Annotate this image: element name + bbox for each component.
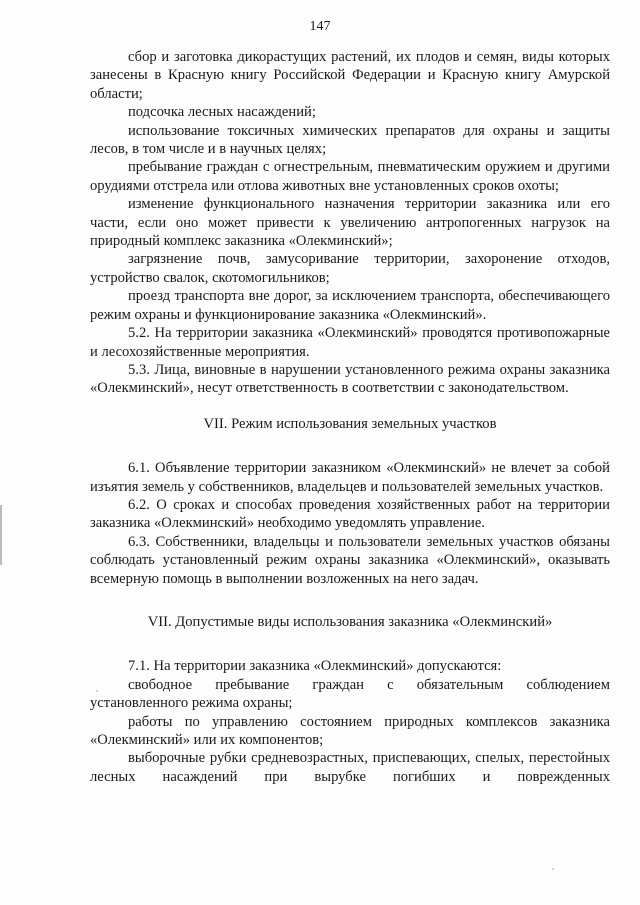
paragraph-6-3: 6.3. Собственники, владельцы и пользователи земельных участков обязаны соблюдать установленный режим охраны заказника «Олекминский», оказывать всемерную помощь в выполнении возложенных на него задач. <box>90 533 610 587</box>
list-item: пребывание граждан с огнестрельным, пневматическим оружием и другими орудиями отстрела или отлова животных вне установленных сроков охоты; <box>90 159 610 194</box>
list-item: работы по управлению состоянием природных комплексов заказника «Олекминский» или их компонентов; <box>90 713 610 748</box>
paragraph-5-3: 5.3. Лица, виновные в нарушении установленного режима охраны заказника «Олекминский», несут ответственность в соответствии с законодательством. <box>90 361 610 397</box>
page-number: 147 <box>309 19 331 34</box>
paragraph-5-2: 5.2. На территории заказника «Олекминский» проводятся противопожарные и лесохозяйственные мероприятия. <box>90 325 610 360</box>
scan-speck <box>552 868 554 870</box>
section-heading: VII. Допустимые виды использования заказника «Олекминский» <box>147 613 553 630</box>
list-item: сбор и заготовка дикорастущих растений, их плодов и семян, виды которых занесены в Красную книгу Российской Федерации и Красную книгу Амурской области; <box>90 49 610 102</box>
list-item: выборочные рубки средневозрастных, приспевающих, спелых, перестойных лесных насаждений при вырубке погибших и поврежденных <box>90 750 610 785</box>
list-item: использование токсичных химических препаратов для охраны и защиты лесов, в том числе и в научных целях; <box>90 122 610 158</box>
paragraph-6-1: 6.1. Объявление территории заказником «Олекминский» не влечет за собой изъятия земель у собственников, владельцев и пользователей земельных участков. <box>90 460 610 495</box>
body-text <box>90 48 610 786</box>
list-item: загрязнение почв, замусоривание территории, захоронение отходов, устройство свалок, скотомогильников; <box>90 251 610 286</box>
scan-edge-mark <box>0 505 2 565</box>
paragraph-6-2: 6.2. О сроках и способах проведения хозяйственных работ на территории заказника «Олекминский» необходимо уведомлять управление. <box>90 496 610 532</box>
section-heading: VII. Режим использования земельных участков <box>203 415 497 432</box>
list-item: свободное пребывание граждан с обязательным соблюдением установленного режима охраны; <box>90 676 610 712</box>
list-item: изменение функционального назначения территории заказника или его части, если оно может привести к увеличению антропогенных нагрузок на природный комплекс заказника «Олекминский»; <box>90 196 610 250</box>
list-item: подсочка лесных насаждений; <box>128 104 316 121</box>
list-item: проезд транспорта вне дорог, за исключением транспорта, обеспечивающего режим охраны и функционирование заказника «Олекминский». <box>90 288 610 323</box>
paragraph-7-1: 7.1. На территории заказника «Олекминский» допускаются: <box>128 658 502 675</box>
